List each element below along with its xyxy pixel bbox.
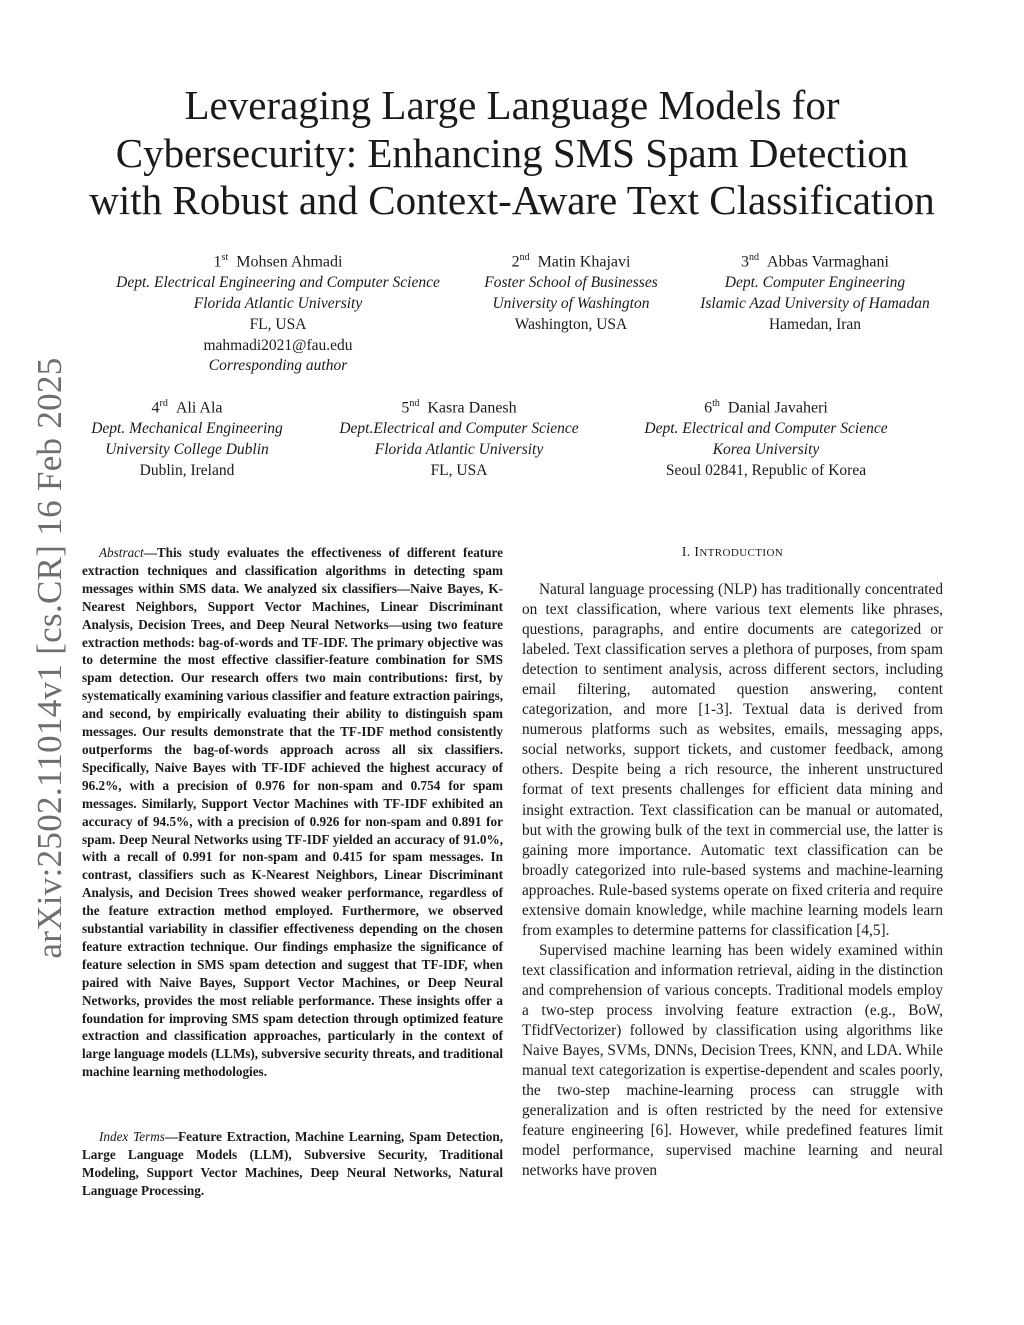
author-location: Hamedan, Iran [768,315,862,333]
abstract-label: Abstract [99,545,144,560]
author-block-3 [680,248,950,336]
author-note: Corresponding author [208,357,348,375]
paper-title: Leveraging Large Language Models for Cybersecurity: Enhancing SMS Spam Detection with Robust and Context-Aware Text Classification [89,82,935,223]
introduction-body [522,580,943,1181]
author-name: 6th Danial Javaheri [704,398,828,417]
author-affiliation: Islamic Azad University of Hamadan [700,294,930,312]
section-title-rest: NTRODUCTION [699,547,784,559]
index-terms [82,1128,503,1200]
author-location: FL, USA [249,315,307,333]
author-name: 5nd Kasra Danesh [401,398,517,417]
author-affiliation: University College Dublin [105,440,269,458]
author-location: FL, USA [430,461,488,479]
author-dept: Dept. Electrical Engineering and Computer Science [116,274,440,292]
author-name: 3nd Abbas Varmaghani [741,252,889,271]
author-name: 4rd Ali Ala [151,398,223,417]
author-dept: Dept.Electrical and Computer Science [339,420,579,438]
author-dept: Dept. Computer Engineering [724,274,906,292]
author-location: Seoul 02841, Republic of Korea [665,461,867,479]
author-dept: Dept. Mechanical Engineering [91,420,283,438]
index-terms-label: Index Terms [99,1129,165,1144]
author-dept: Dept. Electrical and Computer Science [644,420,888,438]
author-affiliation: Korea University [712,440,820,458]
arxiv-identifier: arXiv:2502.11014v1 [cs.CR] 16 Feb 2025 [30,357,69,959]
author-location: Dublin, Ireland [139,461,235,479]
index-terms-text: —Feature Extraction, Machine Learning, Spam Detection, Large Language Models (LLM), Subversive Security, Traditional Modeling, Support Vector Machines, Deep Neural Networks, Natural Language Processing. [82,1129,503,1198]
author-affiliation: Florida Atlantic University [193,294,363,312]
abstract-text: —This study evaluates the effectiveness of different feature extraction techniques and classification algorithms in detecting spam messages within SMS data. We analyzed six classifiers—Naive Bayes, K-Nearest Neighbors, Support Vector Machines, Linear Discriminant Analysis, Decision Trees, and Deep Neural Networks—using two feature extraction methods: bag-of-words and TF-IDF. The primary objective was to determine the most effective classifier-feature combination for SMS spam detection. Our research offers two main contributions: first, by systematically examining various classifier and feature extraction pairings, and second, by empirically evaluating their ability to distinguish spam messages. Our results demonstrate that the TF-IDF method consistently outperforms the bag-of-words approach across all six classifiers. Specifically, Naive Bayes with TF-IDF achieved the highest accuracy of 96.2%, with a precision of 0.976 for non-spam and 0.754 for spam messages. Similarly, Support Vector Machines with TF-IDF exhibited an accuracy of 94.5%, with a precision of 0.926 for non-spam and 0.891 for spam. Deep Neural Networks using TF-IDF yielded an accuracy of 91.0%, with a recall of 0.991 for non-spam and 0.415 for spam messages. In contrast, classifiers such as K-Nearest Neighbors, Linear Discriminant Analysis, and Decision Trees showed weaker performance, regardless of the feature extraction method employed. Furthermore, we observed substantial variability in classifier effectiveness depending on the chosen feature extraction technique. Our findings emphasize the significance of feature selection in SMS spam detection and suggest that TF-IDF, when paired with Naive Bayes, Support Vector Machines, or Deep Neural Networks, provides the most reliable performance. These insights offer a foundation for improving SMS spam detection through optimized feature extraction and classification approaches, particularly in the context of large language models (LLMs), subversive security threats, and traditional machine learning methodologies. [82,545,503,1080]
section-title-first: I [694,544,700,559]
section-heading [522,544,943,560]
author-name: 2nd Matin Khajavi [511,252,631,271]
intro-paragraph: Natural language processing (NLP) has traditionally concentrated on text classification, where various text elements like phrases, questions, paragraphs, and entire documents are categorized or labeled. Text classification serves a plethora of purposes, from spam detection to sentiment analysis, across different sectors, including email filtering, automated question answering, content categorization, and more [1-3]. Textual data is derived from numerous platforms such as websites, emails, messaging apps, social networks, support tickets, and customer feedback, among others. Despite being a rich resource, the inherent unstructured format of text presents challenges for efficient data mining and insight extraction. Text classification can be manual or automated, but with the growing bulk of the text in commercial use, the latter is gaining more importance. Automatic text classification can be broadly categorized into rule-based systems and machine-learning approaches. Rule-based systems operate on fixed criteria and require extensive domain knowledge, while machine learning models learn from examples to determine patterns for classification [4,5]. [522,581,943,939]
author-dept: Foster School of Businesses [484,274,658,292]
author-name: 1st Mohsen Ahmadi [213,252,343,271]
author-block-1 [86,248,470,377]
intro-paragraph: Supervised machine learning has been widely examined within text classification and information retrieval, aiding in the distinction and comprehension of various concepts. Traditional models employ a two-step process involving feature extraction (e.g., BoW, TfidfVectorizer) followed by classification using algorithms like Naive Bayes, SVMs, DNNs, Decision Trees, KNN, and LDA. While manual text categorization is expertise-dependent and scales poorly, the two-step machine-learning process can struggle with generalization and is often restricted by the need for extensive feature engineering [6]. However, while predefined features limit model performance, supervised machine learning and neural networks have proven [522,941,943,1180]
author-affiliation: Florida Atlantic University [374,440,544,458]
author-block-5 [318,394,600,482]
abstract [82,544,503,1081]
author-block-4 [76,394,298,482]
author-block-2 [466,248,676,336]
author-block-6 [620,394,912,482]
section-number: I. [681,544,691,559]
author-affiliation: University of Washington [492,294,650,312]
author-location: Washington, USA [514,315,628,333]
author-email: mahmadi2021@fau.edu [203,336,353,354]
